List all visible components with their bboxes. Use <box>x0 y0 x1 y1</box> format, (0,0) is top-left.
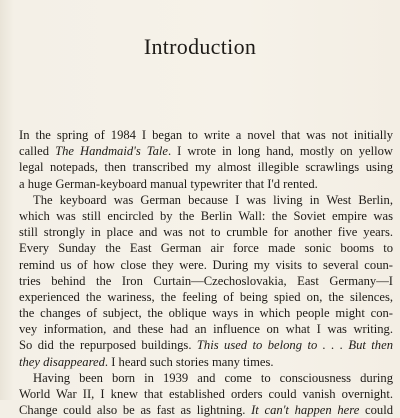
text-line <box>19 273 393 289</box>
text-line <box>19 176 393 192</box>
text-line <box>19 321 393 337</box>
text-run: The keyboard was German because I was living in West Berlin, <box>33 192 393 207</box>
text-run: still strongly in place and was not to crumble for another five years. <box>19 225 393 240</box>
text-line <box>19 127 393 143</box>
text-run: In the spring of 1984 I began to write a novel that was not initially <box>19 128 393 142</box>
text-run: . I wrote in long hand, mostly on yellow <box>167 144 393 159</box>
text-line <box>19 240 393 256</box>
text-run: the changes of subject, the oblique ways in which people might con- <box>19 306 393 321</box>
text-run: a huge German-keyboard manual typewriter that I'd rented. <box>19 176 318 191</box>
text-run: Having been born in 1939 and come to consciousness during <box>33 370 393 385</box>
text-line <box>19 305 393 321</box>
text-run: called <box>19 144 56 159</box>
text-run: . I heard such stories many times. <box>104 354 274 369</box>
text-run: Every Sunday the East German air force made sonic booms to <box>19 241 393 256</box>
text-run: could <box>359 403 393 418</box>
text-run: Change could also be as fast as lightning. <box>19 403 252 418</box>
text-run: legal notepads, then transcribed my almost illegible scrawlings using <box>19 160 393 175</box>
text-line <box>19 337 393 353</box>
text-run: vey information, and these had an influence on what I was writing. <box>19 322 393 337</box>
text-line <box>19 386 393 402</box>
italic-text: they disappeared <box>19 354 105 369</box>
text-run: tries behind the Iron Curtain—Czechoslovakia, East Germany—I <box>19 273 393 288</box>
text-line <box>19 159 393 175</box>
text-line <box>19 354 393 370</box>
text-run: remind us of how close they were. During my visits to several coun- <box>19 257 393 272</box>
body-text <box>19 127 393 418</box>
text-line <box>19 402 393 418</box>
text-run: So did the repurposed buildings. <box>19 338 197 353</box>
text-line <box>19 257 393 273</box>
text-line <box>19 289 393 305</box>
text-line <box>19 143 393 159</box>
text-line <box>19 370 393 386</box>
text-run: which was still encircled by the Berlin Wall: the Soviet empire was <box>19 208 393 223</box>
text-run: experienced the wariness, the feeling of being spied on, the silences, <box>19 289 393 304</box>
text-run: World War II, I knew that established orders could vanish overnight. <box>19 387 393 401</box>
text-line <box>19 208 393 224</box>
italic-text: It can't happen here <box>251 403 360 418</box>
text-line <box>19 192 393 208</box>
italic-text: The Handmaid's Tale <box>55 144 168 159</box>
chapter-title: Introduction <box>143 34 257 59</box>
text-line <box>19 224 393 240</box>
italic-text: This used to belong to . . . But then <box>196 338 393 353</box>
